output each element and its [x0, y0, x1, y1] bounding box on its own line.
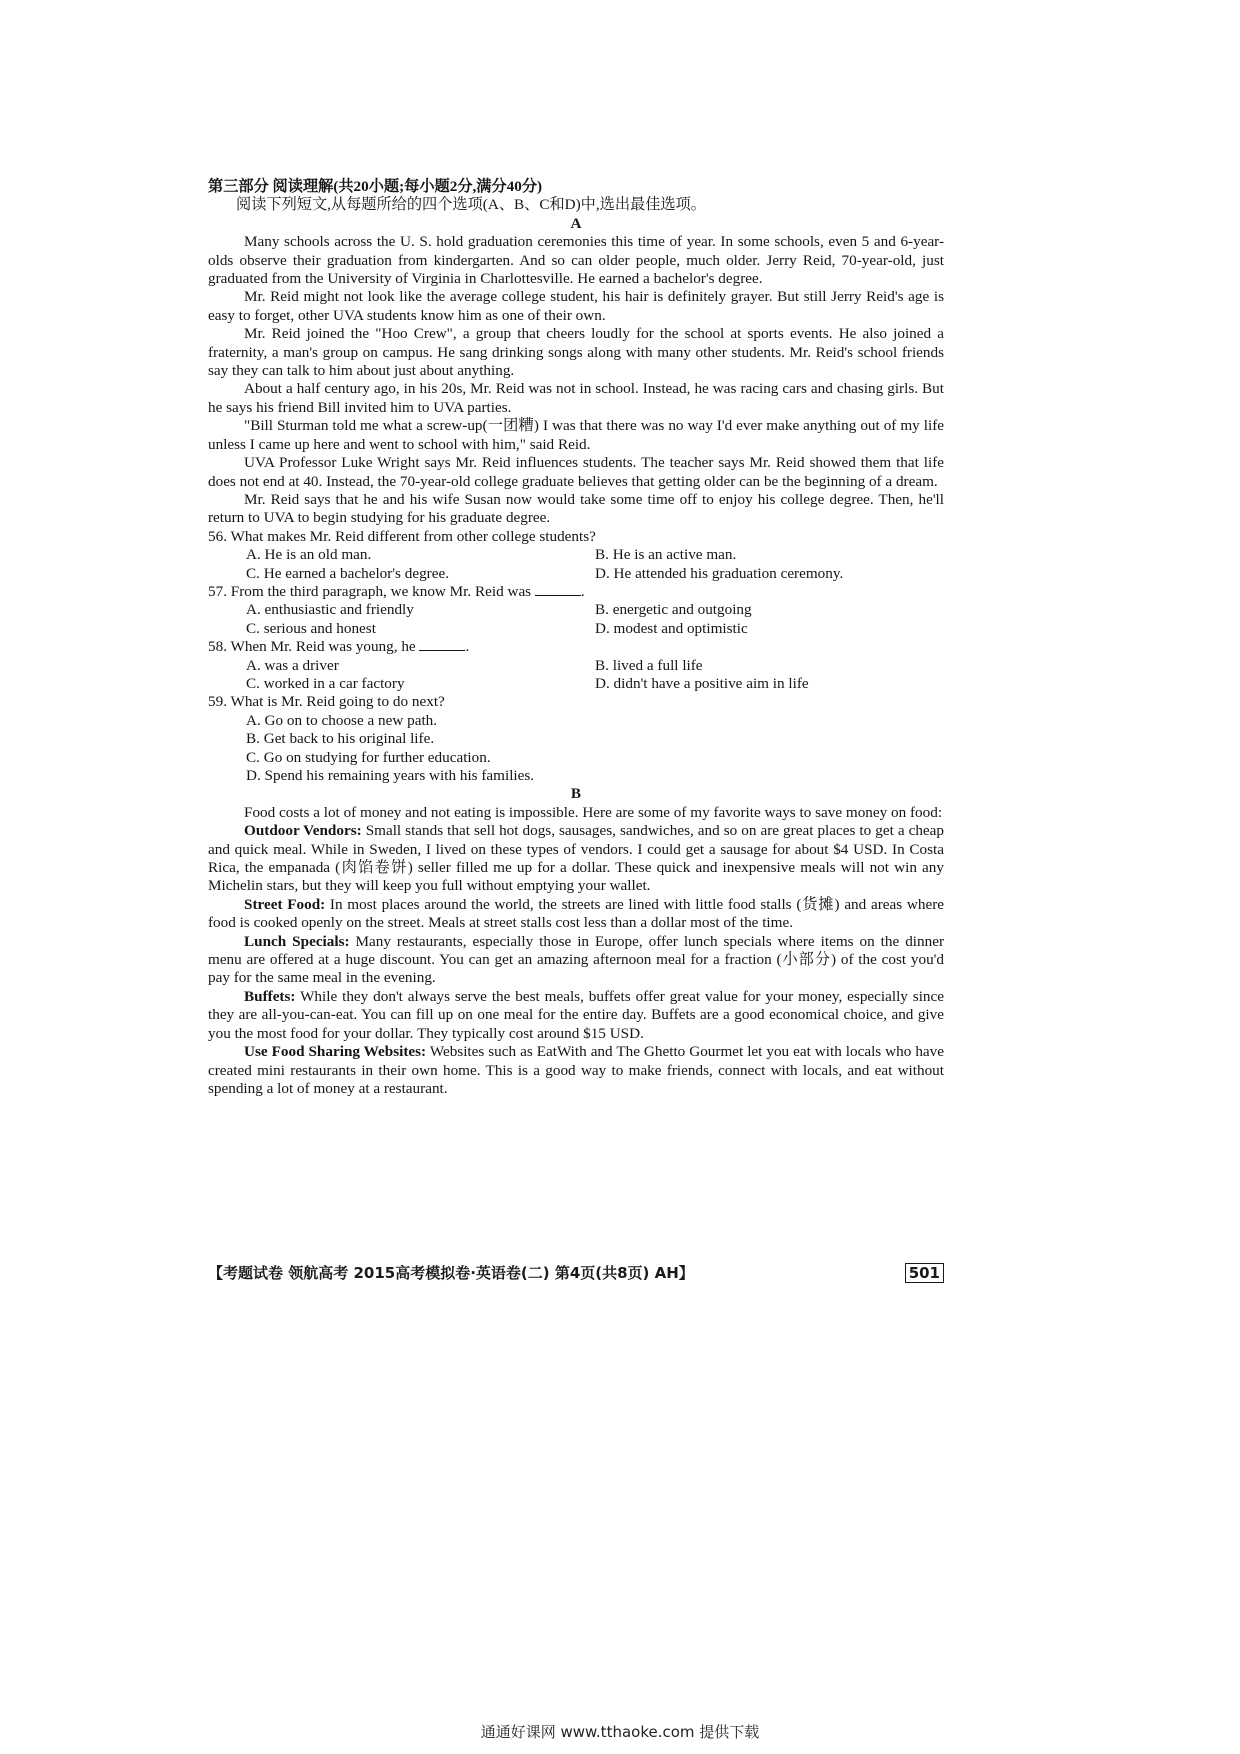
footer-text: 【考题试卷 领航高考 2015高考模拟卷·英语卷(二) 第4页(共8页) AH】 [208, 1264, 694, 1282]
option-d: D. didn't have a positive aim in life [595, 674, 809, 692]
passage-a-letter: A [570, 214, 582, 232]
option-b: B. He is an active man. [595, 546, 737, 564]
question-58 [208, 638, 944, 693]
item-text: While they don't always serve the best meals, buffets offer great value for your money, especially since they are all-you-can-eat. You can fill up on one meal for the entire day. Buffets are a good economical choice, and give you the most food for your dollar. They typically cost around $15 USD. [208, 987, 944, 1042]
download-credit: 通通好课网 www.tthaoke.com 提供下载 [480, 1723, 760, 1741]
question-stem: 58. When Mr. Reid was young, he [208, 638, 416, 656]
question-stem-line [208, 583, 944, 601]
passage-b-item [208, 896, 944, 933]
item-text: In most places around the world, the streets are lined with little food stalls (货摊) and areas where food is cooked openly on the street. Meals at street stalls cost less than a dollar most of the time. [208, 895, 944, 932]
passage-a-paragraph: Mr. Reid joined the "Hoo Crew", a group that cheers loudly for the school at sports events. He also joined a fraternity, a man's group on campus. He sang drinking songs along with many other students. Mr. Reid's school friends say they can talk to him about just about anything. [208, 325, 944, 380]
question-stem: 56. What makes Mr. Reid different from other college students? [208, 527, 596, 545]
question-stem-line [208, 638, 944, 656]
page-footer [208, 1262, 944, 1283]
answer-blank [419, 638, 465, 651]
passage-b-item [208, 822, 944, 896]
question-57 [208, 583, 944, 638]
passage-b-item [208, 933, 944, 988]
passage-b-item [208, 1043, 944, 1098]
option-d: D. Spend his remaining years with his families. [246, 767, 535, 784]
option-d: D. He attended his graduation ceremony. [595, 564, 844, 582]
section-title: 第三部分 阅读理解(共20小题;每小题2分,满分40分) [208, 178, 543, 195]
passage-a-paragraph: About a half century ago, in his 20s, Mr. Reid was not in school. Instead, he was racing cars and chasing girls. But he says his friend Bill invited him to UVA parties. [208, 380, 944, 416]
option-b: B. Get back to his original life. [246, 730, 435, 748]
option-c: C. serious and honest [246, 619, 376, 637]
option-d: D. modest and optimistic [595, 619, 748, 637]
passage-b-item [208, 988, 944, 1043]
item-text: Websites such as EatWith and The Ghetto Gourmet let you eat with locals who have created mini restaurants in their own home. This is a good way to make friends, connect with locals, and eat without spending a lot of money at a restaurant. [208, 1043, 944, 1097]
stem-end: . [580, 582, 585, 600]
options [208, 546, 944, 583]
question-stem: 57. From the third paragraph, we know Mr. Reid was [208, 582, 532, 600]
option-a: A. He is an old man. [246, 546, 372, 564]
item-text: Small stands that sell hot dogs, sausages, sandwiches, and so on are great places to get a cheap and quick meal. While in Sweden, I lived on these types of vendors. I could get a sausage for about $4 USD. In Costa Rica, the empanada (肉馅卷饼) seller filled me up for a dollar. These quick and inexpensive meals will not win any Michelin stars, but they will keep you full without emptying your wallet. [208, 822, 944, 895]
item-heading: Lunch Specials: [244, 932, 350, 950]
item-heading: Outdoor Vendors: [244, 822, 362, 840]
option-a: A. enthusiastic and friendly [246, 601, 414, 619]
options [208, 601, 944, 638]
passage-a-paragraph: Mr. Reid might not look like the average college student, his hair is definitely grayer. But still Jerry Reid's age is easy to forget, other UVA students know him as one of their own. [208, 288, 944, 324]
options [208, 657, 944, 694]
question-56 [208, 528, 944, 583]
passage-b-intro: Food costs a lot of money and not eating is impossible. Here are some of my favorite ways to save money on food: [244, 803, 943, 821]
item-heading: Use Food Sharing Websites: [244, 1043, 427, 1061]
option-a: A. Go on to choose a new path. [246, 711, 438, 729]
question-stem: 59. What is Mr. Reid going to do next? [208, 693, 445, 711]
exam-page [208, 178, 944, 1098]
page-code-badge: 501 [905, 1263, 944, 1283]
instruction: 阅读下列短文,从每题所给的四个选项(A、B、C和D)中,选出最佳选项。 [236, 196, 706, 214]
passage-a-paragraph: Mr. Reid says that he and his wife Susan now would take some time off to enjoy his college degree. Then, he'll return to UVA to begin studying for his graduate degree. [208, 490, 944, 527]
stem-end: . [465, 638, 470, 656]
question-59 [208, 693, 944, 785]
option-c: C. He earned a bachelor's degree. [246, 564, 450, 582]
item-text: Many restaurants, especially those in Europe, offer lunch specials where items on the dinner menu are offered at a huge discount. You can get an amazing afternoon meal for a fraction (小部分) of the cost you'd pay for the same meal in the evening. [208, 932, 944, 987]
option-b: B. energetic and outgoing [595, 601, 752, 619]
options [208, 712, 944, 786]
passage-a-paragraph: "Bill Sturman told me what a screw-up(一团糟) I was that there was no way I'd ever make anything out of my life unless I came up here and went to school with him," said Reid. [208, 417, 944, 453]
option-c: C. Go on studying for further education. [246, 748, 491, 766]
item-heading: Buffets: [244, 987, 296, 1005]
passage-b-letter: B [570, 785, 582, 803]
option-c: C. worked in a car factory [246, 674, 405, 692]
option-a: A. was a driver [246, 656, 339, 674]
answer-blank [535, 583, 581, 596]
item-heading: Street Food: [244, 895, 326, 913]
passage-a-paragraph: UVA Professor Luke Wright says Mr. Reid influences students. The teacher says Mr. Reid showed them that life does not end at 40. Instead, the 70-year-old college graduate believes that getting older can be the beginning of a dream. [208, 454, 944, 490]
passage-a-paragraph: Many schools across the U. S. hold graduation ceremonies this time of year. In some schools, even 5 and 6-year-olds observe their graduation from kindergarten. And so can older people, much older. Jerry Reid, 70-year-old, just graduated from the University of Virginia in Charlottesville. He earned a bachelor's degree. [208, 233, 944, 288]
option-b: B. lived a full life [595, 656, 703, 674]
